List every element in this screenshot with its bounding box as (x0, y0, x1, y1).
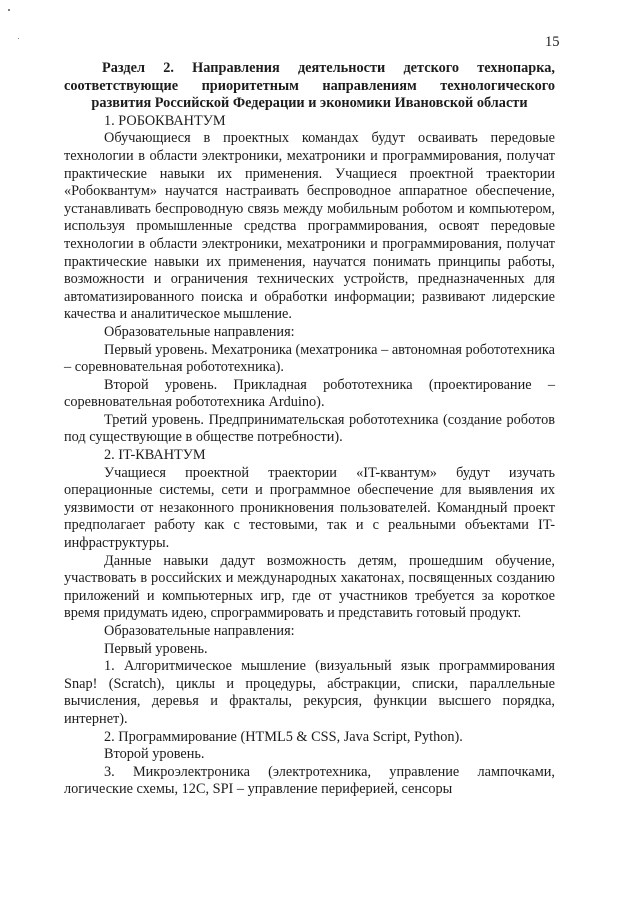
subheading-directions-it: Образовательные направления: (104, 623, 295, 639)
scan-speck (8, 9, 10, 11)
page-number: 15 (545, 34, 560, 50)
heading-it-kvantum: 2. IT-КВАНТУМ (104, 447, 206, 464)
paragraph-robokvantum-intro: Обучающиеся в проектных командах будут осваивать передовые технологии в области электроники, мехатроники и программирования, получат практические навыки их применения. Учащиеся проектной траектории «Робоквантум» научатся настраивать беспроводное аппаратное обеспечение, устанавливать беспроводную связь между мобильным роботом и компьютером, используя промышленные средства программирования, освоят передовые технологии в области электроники, мехатроники и программирования, получат практические навыки их применения, научатся понимать принципы работы, возможности и ограничения технических устройств, предназначенных для автоматизированного поиска и обработки информации; развивают лидерские качества и аналитическое мышление. (64, 130, 555, 323)
document-body (64, 60, 555, 799)
paragraph-it-skills: Данные навыки дадут возможность детям, прошедшим обучение, участвовать в российских и международных хакатонах, посвященных созданию приложений и компьютерных игр, где от участников требуется за короткое время придумать идею, спрограммировать и представить готовый продукт. (64, 552, 555, 622)
paragraph-level-2: Второй уровень. Прикладная робототехника (проектирование – соревновательная робототехника Arduino). (64, 376, 555, 411)
paragraph-level-1: Первый уровень. Мехатроника (мехатроника – автономная робототехника – соревновательная робототехника). (64, 341, 555, 376)
paragraph-it-intro: Учащиеся проектной траектории «IT-квантум» будут изучать операционные системы, сети и программное обеспечение для выявления их уязвимости от незаконного проникновения пользователей. Командный проект предполагает работу как с тестовыми, так и с реальными объектами IT-инфраструктуры. (64, 464, 555, 552)
subheading-directions: Образовательные направления: (104, 323, 295, 340)
heading-robokvantum: 1. РОБОКВАНТУМ (104, 112, 226, 129)
list-item-microelectronics: 3. Микроэлектроника (электротехника, управление лампочками, логические схемы, 12C, SPI – управление периферией, сенсоры (64, 763, 555, 798)
paragraph-level-3: Третий уровень. Предпринимательская робототехника (создание роботов под существующие в обществе потребности). (64, 411, 555, 446)
list-item-programming: 2. Программирование (HTML5 & CSS, Java Script, Python). (104, 728, 463, 745)
subheading-first-level: Первый уровень. (104, 640, 208, 657)
section-title: Раздел 2. Направления деятельности детского технопарка, соответствующие приоритетным направлениям технологического развития Российской Федерации и экономики Ивановской области (64, 60, 555, 112)
subheading-second-level: Второй уровень. (104, 746, 205, 763)
list-item-algorithmic: 1. Алгоритмическое мышление (визуальный язык программирования Snap! (Scratch), циклы и процедуры, абстракции, списки, параллельные вычисления, деревья и фракталы, рекурсия, функции высшего порядка, интернет). (64, 658, 555, 727)
scan-speck (18, 38, 19, 39)
